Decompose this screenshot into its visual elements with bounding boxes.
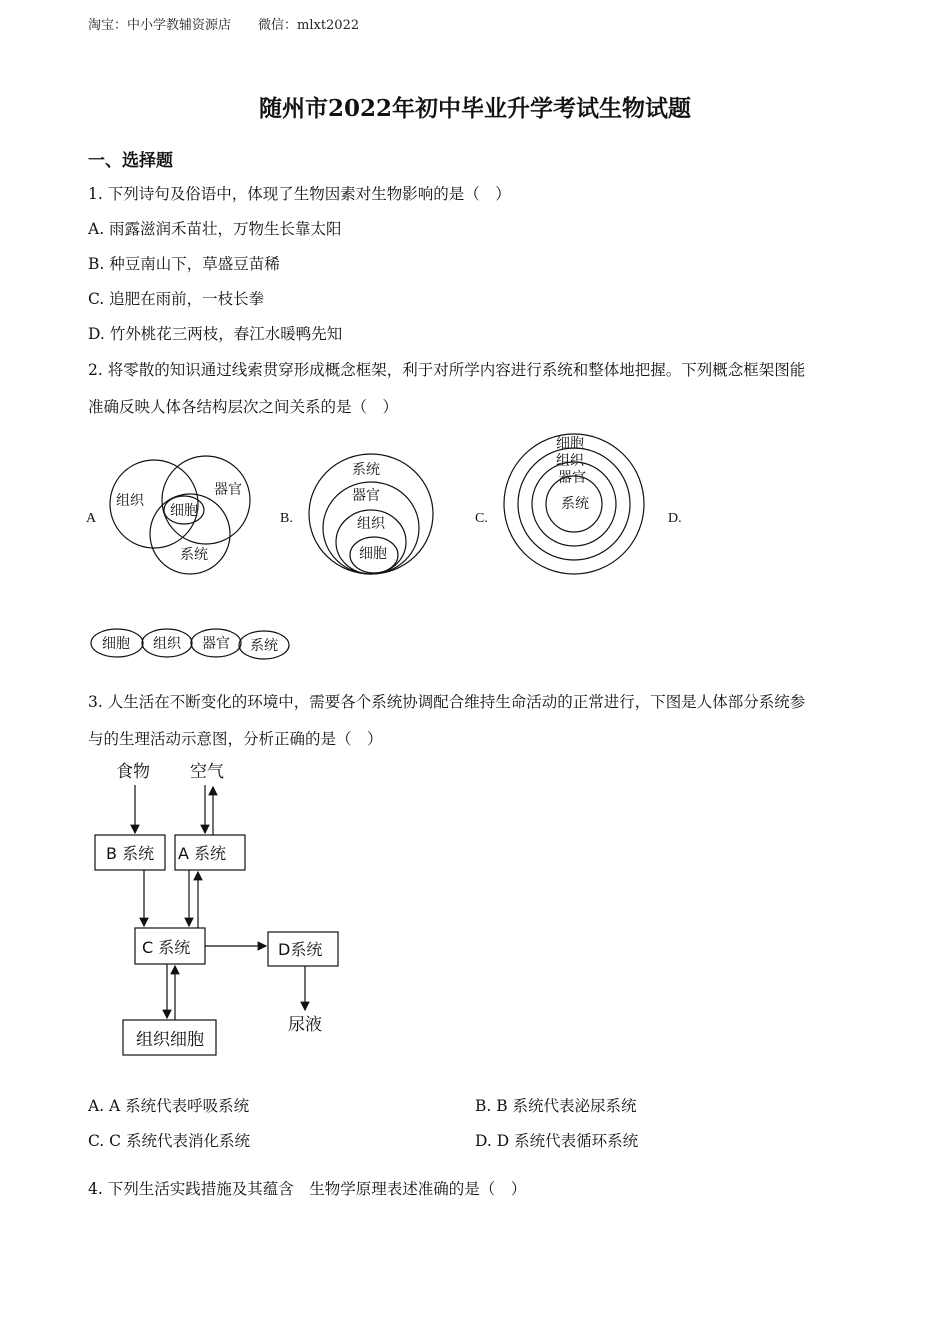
chain-d-tissue-label: 组织 (153, 636, 181, 652)
q2-diagram-a (110, 456, 250, 574)
venn-cell-label: 细胞 (170, 503, 198, 519)
flow-b-label: B 系统 (106, 844, 155, 863)
nested-b-tissue-label: 组织 (357, 516, 385, 532)
venn-organ-circle (162, 456, 250, 544)
chain-d-cell-label: 细胞 (102, 636, 130, 652)
header-shop: 淘宝：中小学教辅资源店 (88, 18, 232, 33)
flow-a-label: A 系统 (178, 844, 227, 863)
flow-tissue-label: 组织细胞 (136, 1030, 204, 1050)
venn-system-label: 系统 (180, 547, 208, 563)
q2-label-a: A (86, 511, 97, 526)
q3-option-d: D. D 系统代表循环系统 (475, 1132, 639, 1150)
q2-stem-line1: 2. 将零散的知识通过线索贯穿形成概念框架，利于对所学内容进行系统和整体地把握。下列概念框架图能 (88, 361, 806, 379)
q3-option-b: B. B 系统代表泌尿系统 (475, 1097, 637, 1115)
nested-b-organ-label: 器官 (352, 488, 380, 504)
q3-option-a: A. A 系统代表呼吸系统 (88, 1097, 250, 1115)
flow-air-label: 空气 (190, 762, 224, 782)
flow-c-label: C 系统 (142, 938, 191, 957)
q2-diagram-b (309, 454, 433, 574)
chain-d-organ-label: 器官 (202, 636, 230, 652)
q3-stem-line2: 与的生理活动示意图，分析正确的是（ ） (88, 730, 383, 748)
venn-tissue-label: 组织 (116, 493, 144, 509)
concentric-c-cell-label: 细胞 (556, 436, 584, 452)
q1-option-d: D. 竹外桃花三两枝，春江水暖鸭先知 (88, 325, 343, 343)
q2-label-c: C. (475, 511, 488, 526)
q2-stem-line2: 准确反映人体各结构层次之间关系的是（ ） (88, 398, 399, 416)
flow-urine-label: 尿液 (288, 1015, 322, 1035)
q2-diagram-d (91, 629, 289, 659)
q2-concept-diagrams (80, 430, 720, 670)
q2-label-d: D. (668, 511, 682, 526)
q2-diagram-c (504, 434, 644, 574)
concentric-c-tissue-label: 组织 (556, 453, 584, 469)
venn-organ-label: 器官 (214, 482, 242, 498)
q3-stem-line1: 3. 人生活在不断变化的环境中，需要各个系统协调配合维持生命活动的正常进行，下图是人体部分系统参 (88, 693, 806, 711)
header-wechat: 微信：mlxt2022 (258, 18, 360, 33)
q3-flow-diagram (80, 755, 360, 1065)
q1-option-a: A. 雨露滋润禾苗壮，万物生长靠太阳 (88, 220, 342, 238)
chain-d-system-label: 系统 (250, 638, 278, 654)
concentric-c-system-label: 系统 (561, 496, 589, 512)
flow-food-label: 食物 (116, 762, 150, 782)
page-title: 随州市2022年初中毕业升学考试生物试题 (258, 95, 691, 122)
section-heading: 一、选择题 (88, 151, 173, 171)
nested-b-system-label: 系统 (352, 462, 380, 478)
flow-d-label: D系统 (278, 940, 323, 959)
concentric-c-organ-label: 器官 (558, 470, 586, 486)
q4-stem: 4. 下列生活实践措施及其蕴含 生物学原理表述准确的是（ ） (88, 1180, 527, 1198)
q2-label-b: B. (280, 511, 293, 526)
q1-stem: 1. 下列诗句及俗语中，体现了生物因素对生物影响的是（ ） (88, 185, 511, 203)
q3-option-c: C. C 系统代表消化系统 (88, 1132, 250, 1150)
q1-option-c: C. 追肥在雨前，一枝长拳 (88, 290, 265, 308)
nested-b-cell-label: 细胞 (359, 546, 387, 562)
q1-option-b: B. 种豆南山下，草盛豆苗稀 (88, 255, 280, 273)
